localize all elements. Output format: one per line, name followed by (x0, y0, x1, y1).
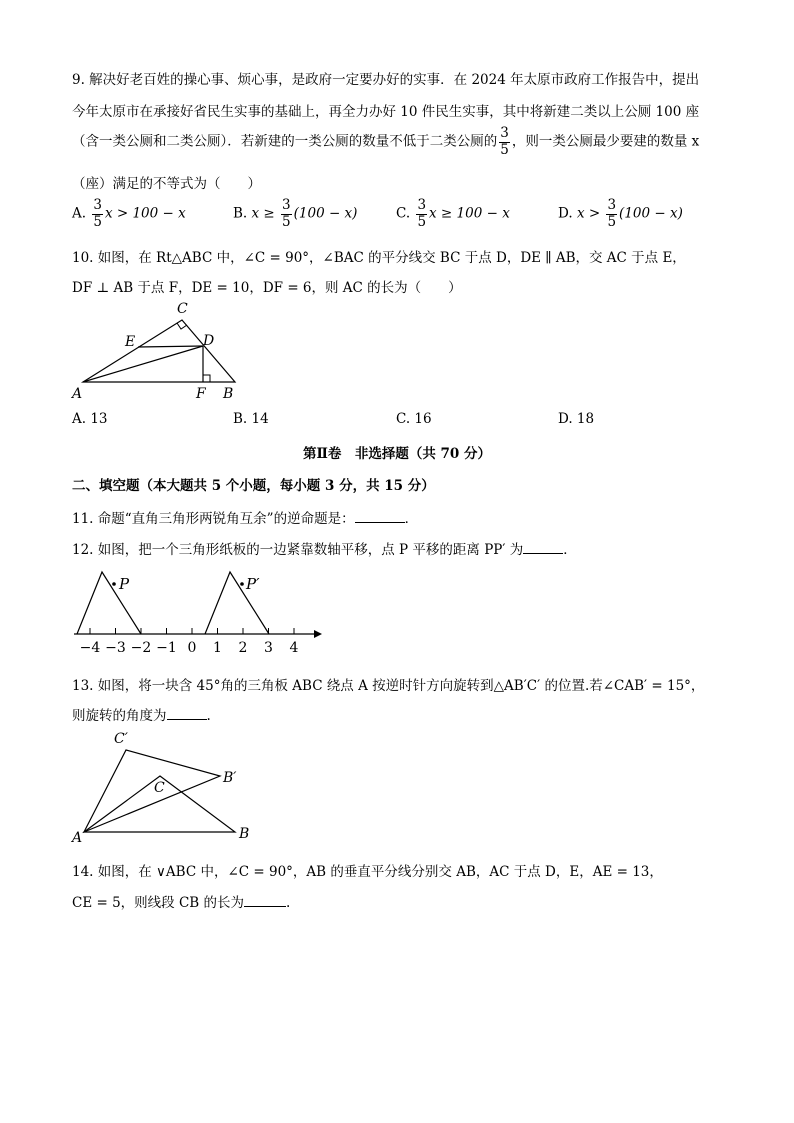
segment-ad (83, 346, 203, 382)
segment-de (138, 346, 203, 347)
q9-line-2: 今年太原市在承接好省民生实事的基础上，再全力办好 10 件民生实事，其中将新建二类以上公厕 100 座 (72, 104, 700, 120)
q9-option-b-fraction: $\frac{3}{5}$ (282, 197, 291, 230)
tick-label: 3 (264, 640, 273, 656)
q9-line-3-text: （含一类公厕和二类公厕）．若新建的一类公厕的数量不低于二类公厕的 (72, 133, 498, 150)
tick-label: 1 (213, 640, 222, 656)
q9-option-a[interactable]: A. $\frac{3}{5}$ x > 100 − x (72, 197, 186, 230)
part-2-title: 第Ⅱ卷 非选择题（共 70 分） (302, 446, 492, 462)
q13-figure (68, 728, 268, 846)
triangle-ab1c1 (84, 750, 220, 832)
point-p (112, 582, 116, 586)
tick-label: 2 (238, 640, 248, 656)
axis-arrow-icon (314, 630, 322, 638)
right-angle-f (203, 375, 210, 382)
q12-number-line-figure (70, 562, 324, 660)
label-f: F (196, 386, 206, 402)
label-c: C (177, 301, 188, 317)
q10-option-d[interactable]: D. 18 (558, 411, 595, 427)
q11: 11. 命题“直角三角形两锐角互余”的逆命题是： ． (72, 511, 419, 527)
q12-answer-blank[interactable] (523, 541, 563, 554)
number-line-ticks (80, 628, 299, 656)
tick-label: −2 (130, 640, 152, 656)
q9-option-d-fraction: $\frac{3}{5}$ (607, 197, 617, 230)
tick-label: −4 (79, 640, 101, 656)
q9-line-3 (72, 126, 699, 158)
tick-label: 0 (187, 640, 197, 656)
q13-line-1: 13. 如图，将一块含 45°角的三角板 ABC 绕点 A 按逆时针方向旋转到△AB′C′ 的位置.若∠CAB′ = 15°， (72, 678, 705, 694)
q11-answer-blank[interactable] (355, 510, 405, 523)
q10-option-a[interactable]: A. 13 (72, 411, 108, 427)
q14-line-2: CE = 5，则线段 CB 的长为 . (72, 895, 291, 911)
q9-option-a-fraction: $\frac{3}{5}$ (93, 197, 102, 230)
label-p: P (119, 575, 130, 593)
q10-option-c[interactable]: C. 16 (396, 411, 432, 427)
q13-answer-blank[interactable] (167, 707, 207, 720)
q14-answer-blank[interactable] (244, 894, 286, 907)
q9-option-c[interactable]: C. $\frac{3}{5}$ x ≥ 100 − x (396, 197, 510, 230)
triangle-abc (83, 320, 235, 382)
tick-label: −1 (156, 640, 177, 656)
q10-option-b[interactable]: B. 14 (233, 411, 269, 427)
q10-line-2: DF ⊥ AB 于点 F，DE = 10，DF = 6，则 AC 的长为（ ） (72, 280, 462, 296)
label-a: A (72, 830, 83, 846)
tick-label: −3 (105, 640, 126, 656)
label-c-prime: C′ (114, 731, 128, 747)
q9-option-b[interactable]: B. x ≥ $\frac{3}{5}$ (100 − x) (233, 197, 358, 230)
label-c: C (154, 780, 165, 796)
q9-option-d[interactable]: D. x > $\frac{3}{5}$ (100 − x) (558, 197, 683, 230)
label-p-prime: P′ (246, 575, 260, 593)
q9-option-c-fraction: $\frac{3}{5}$ (417, 197, 427, 230)
tick-label: 4 (289, 640, 299, 656)
label-d: D (203, 333, 215, 349)
triangle-original (77, 572, 141, 634)
q9-line-3-tail: ，则一类公厕最少要建的数量 x (511, 133, 700, 150)
q12: 12. 如图，把一个三角形纸板的一边紧靠数轴平移，点 P 平移的距离 PP′ 为 ． (72, 542, 577, 558)
section-2-title: 二、填空题（本大题共 5 个小题，每小题 3 分，共 15 分） (72, 478, 435, 494)
label-a: A (72, 386, 83, 402)
q9-fraction: $\frac{3}{5}$ (500, 125, 509, 158)
q9-line-4: （座）满足的不等式为（ ） (72, 176, 261, 192)
label-e: E (125, 334, 136, 350)
q10-line-1: 10. 如图，在 Rt△ABC 中，∠C = 90°，∠BAC 的平分线交 BC 于点 D，DE ∥ AB，交 AC 于点 E， (72, 250, 686, 266)
label-b: B (223, 386, 234, 402)
q10-figure (70, 298, 245, 404)
label-b-prime: B′ (223, 770, 237, 786)
q13-line-2: 则旋转的角度为 . (72, 708, 211, 724)
q14-line-1: 14. 如图，在 ∨ABC 中，∠C = 90°，AB 的垂直平分线分别交 AB，AC 于点 D，E，AE = 13， (72, 864, 663, 880)
q9-line-1: 9. 解决好老百姓的操心事、烦心事，是政府一定要办好的实事．在 2024 年太原市政府工作报告中，提出 (72, 72, 700, 88)
label-b: B (239, 826, 250, 842)
point-p-prime (240, 582, 244, 586)
